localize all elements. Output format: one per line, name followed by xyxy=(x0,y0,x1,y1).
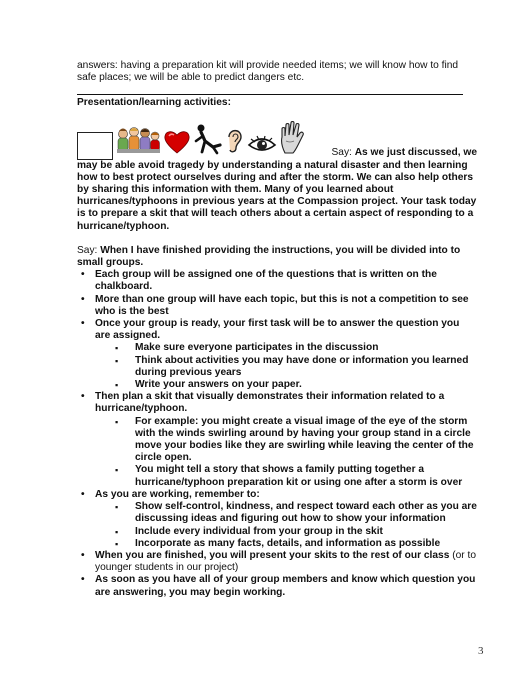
say-paragraph-2-text: When I have finished providing the instructions, you will be divided into to small groups. xyxy=(77,244,461,269)
sub-list-item: ▪ Include every individual from your group in the skit xyxy=(111,526,477,538)
say-paragraph-1: may be able avoid tragedy by understanding a natural disaster and then learning how to best protect ourselves during and after the storm. We can also help others by sharing this information with them. Many of you learned about hurricanes/typhoons in previous years at the Compassion project. Your task today is to prepare a skit that will teach others about a certain aspect of responding to a hurricane/typhoon. xyxy=(77,159,477,232)
document-page xyxy=(77,60,477,599)
sub-list xyxy=(95,342,477,391)
list-item-text: Once your group is ready, your first task will be to answer the question you are assigned. xyxy=(95,318,460,342)
intro-paragraph: answers: having a preparation kit will provide needed items; we will know how to find safe places; we will be able to predict dangers etc. xyxy=(77,60,459,84)
sub-list-item: ▪ Think about activities you may have done or information you learned during previous years xyxy=(111,355,477,379)
ear-icon xyxy=(225,125,245,159)
list-item: • As soon as you have all of your group members and know which question you are answering, you may begin working. xyxy=(77,574,477,598)
section-divider xyxy=(77,94,463,95)
list-item: • Each group will be assigned one of the questions that is written on the chalkboard. xyxy=(77,269,477,293)
list-item: • More than one group will have each topic, but this is not a competition to see who is the best xyxy=(77,294,477,318)
say-paragraph-2 xyxy=(77,245,477,269)
sub-list-item: ▪ Incorporate as many facts, details, and information as possible xyxy=(111,538,477,550)
section-title: Presentation/learning activities: xyxy=(77,97,231,109)
list-item xyxy=(77,550,477,574)
say-first-line-text: As we just discussed, we xyxy=(354,147,477,159)
list-item xyxy=(77,391,477,489)
sub-list-item: ▪ Write your answers on your paper. xyxy=(111,379,477,391)
person-moving-icon xyxy=(193,123,223,159)
list-item xyxy=(77,489,477,550)
list-item-note: (or to younger students in our project) xyxy=(95,549,476,574)
blank-box-icon xyxy=(77,132,113,160)
heart-icon xyxy=(163,129,191,159)
page-number: 3 xyxy=(478,645,484,657)
say-label: Say: xyxy=(331,147,355,159)
say-block-1 xyxy=(77,126,477,233)
list-item xyxy=(77,318,477,391)
list-item-text: As you are working, remember to: xyxy=(95,488,260,500)
list-item-text: Then plan a skit that visually demonstrates their information related to a hurricane/typhoon. xyxy=(95,391,445,415)
instruction-list xyxy=(77,269,477,598)
learning-style-icons xyxy=(77,126,305,160)
sub-list-item: ▪ For example: you might create a visual image of the eye of the storm with the winds swirling around by having your group stand in a circle move your bodies like they are swirling while leaving the center of the circle open. xyxy=(111,416,477,465)
sub-list xyxy=(95,416,477,489)
sub-list-item: ▪ You might tell a story that shows a family putting together a hurricane/typhoon preparation kit or using one after a storm is over xyxy=(111,464,477,488)
sub-list-item: ▪ Show self-control, kindness, and respect toward each other as you are discussing ideas and figuring out how to show your information xyxy=(111,501,477,525)
group-of-people-icon xyxy=(115,125,161,159)
eye-icon xyxy=(247,133,277,159)
say-label: Say: xyxy=(77,244,101,256)
sub-list xyxy=(95,501,477,550)
sub-list-item: ▪ Make sure everyone participates in the discussion xyxy=(111,342,477,354)
list-item-text: When you are finished, you will present your skits to the rest of our class xyxy=(95,549,450,561)
hand-icon xyxy=(279,121,305,159)
